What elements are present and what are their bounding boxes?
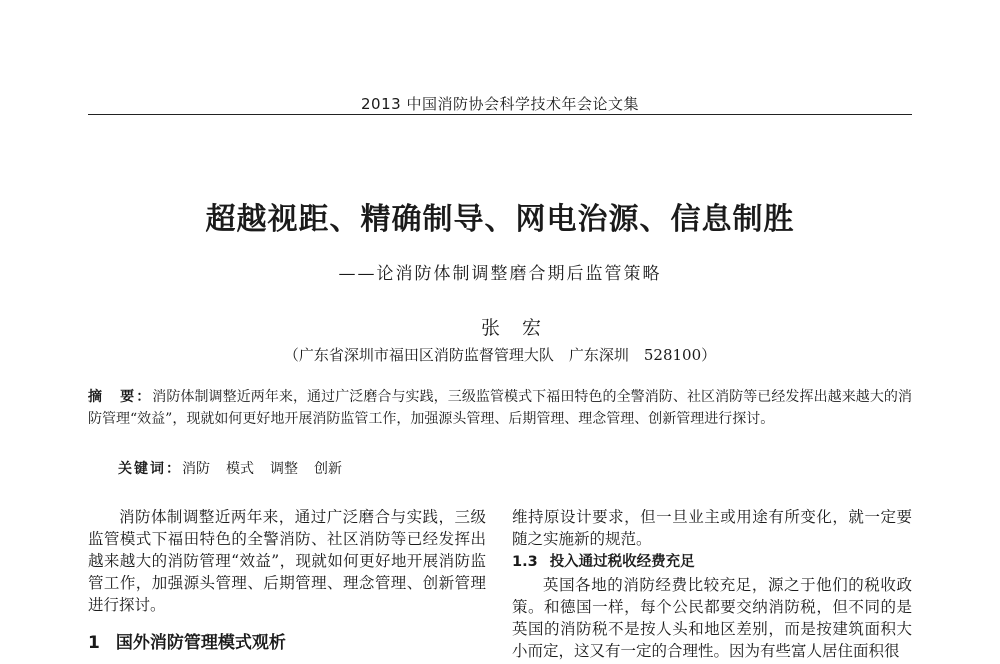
section-title: 国外消防管理模式观析 bbox=[115, 633, 286, 653]
keyword: 消防 bbox=[182, 461, 210, 477]
subsection-paragraph: 英国各地的消防经费比较充足，源之于他们的税收政策。和德国一样，每个公民都要交纳消防税，但不同的是英国的消防税不是按人头和地区差别，而是按建筑面积大小而定，这又有一定的合理性。因为有些富人居住面积很 bbox=[512, 576, 912, 660]
keyword: 模式 bbox=[226, 461, 254, 477]
body-left-column bbox=[88, 506, 486, 616]
section-number: 1 bbox=[88, 633, 100, 653]
continued-paragraph: 维持原设计要求，但一旦业主或用途有所变化，就一定要随之实施新的规范。 bbox=[512, 508, 912, 548]
subsection-number: 1.3 bbox=[512, 554, 538, 570]
keyword: 创新 bbox=[314, 461, 342, 477]
intro-paragraph: 消防体制调整近两年来，通过广泛磨合与实践，三级监管模式下福田特色的全警消防、社区消防等已经发挥出越来越大的消防管理“效益”，现就如何更好地开展消防监管工作，加强源头管理、后期管理、理念管理、创新管理进行探讨。 bbox=[88, 508, 486, 614]
section-heading bbox=[88, 628, 286, 653]
abstract bbox=[88, 386, 912, 430]
keywords bbox=[118, 458, 358, 478]
subsection-title: 投入通过税收经费充足 bbox=[549, 554, 695, 570]
header-rule bbox=[88, 114, 912, 115]
paper-title: 超越视距、精确制导、网电治源、信息制胜 bbox=[205, 202, 795, 237]
abstract-label: 摘 要： bbox=[88, 389, 153, 405]
keywords-label: 关键词： bbox=[118, 461, 182, 477]
running-head: 2013 中国消防协会科学技术年会论文集 bbox=[361, 95, 639, 113]
body-right-column bbox=[512, 506, 912, 662]
author-affiliation: （广东省深圳市福田区消防监督管理大队 广东深圳 528100） bbox=[283, 346, 717, 364]
author-name: 张宏 bbox=[480, 317, 563, 339]
paper-subtitle: ——论消防体制调整磨合期后监管策略 bbox=[338, 264, 662, 284]
abstract-text: 消防体制调整近两年来，通过广泛磨合与实践，三级监管模式下福田特色的全警消防、社区消防等已经发挥出越来越大的消防管理“效益”，现就如何更好地开展消防监管工作，加强源头管理、后期管理、理念管理、创新管理进行探讨。 bbox=[88, 389, 912, 427]
subsection-heading bbox=[512, 551, 912, 573]
keyword: 调整 bbox=[270, 461, 298, 477]
